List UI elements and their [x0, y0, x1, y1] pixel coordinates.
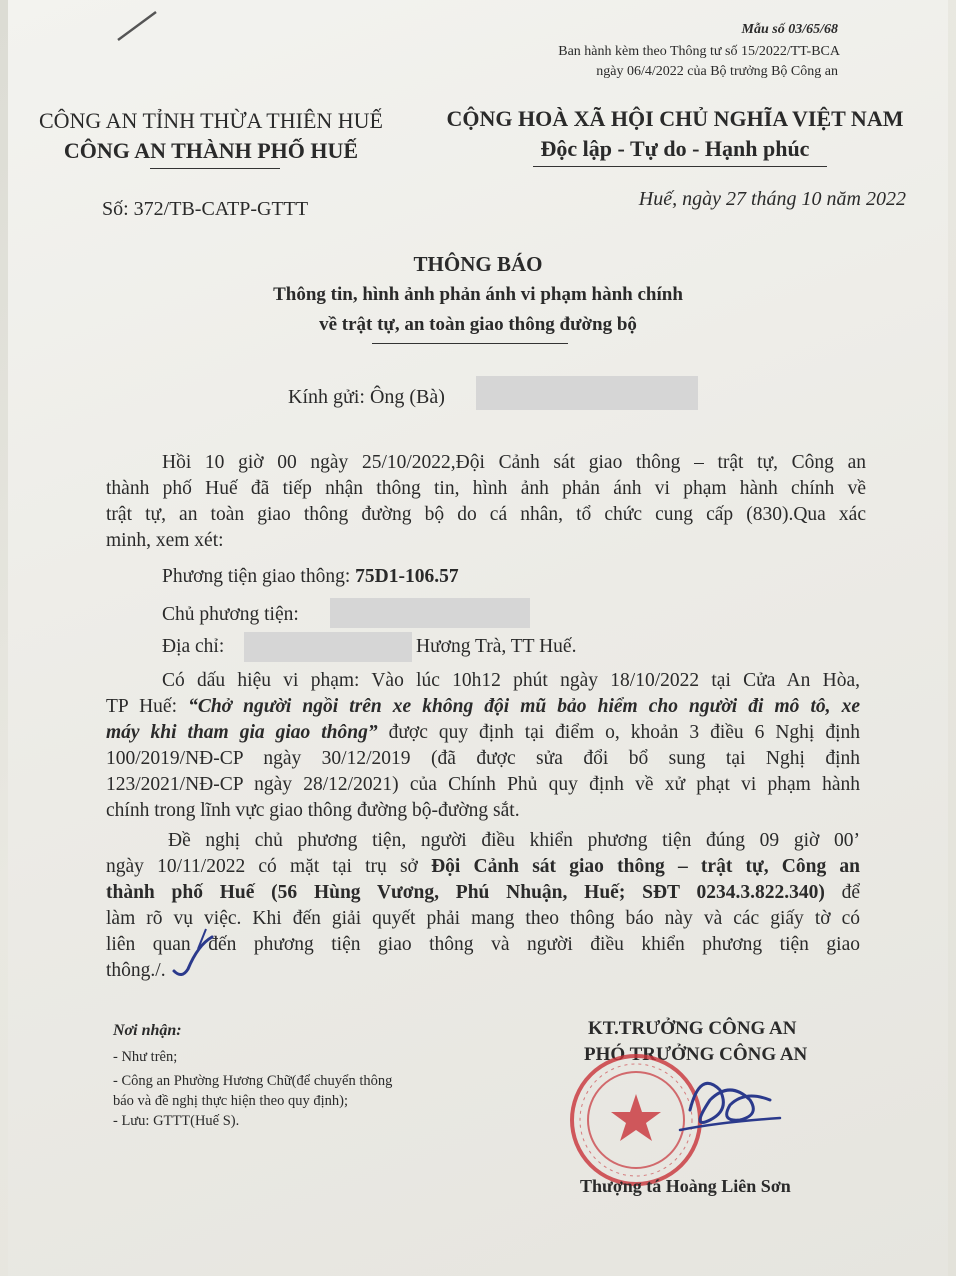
- subtitle-underline: [372, 343, 568, 344]
- signer-title-1: KT.TRƯỞNG CÔNG AN: [588, 1018, 797, 1039]
- recipient-item: báo và đề nghị thực hiện theo quy định);: [113, 1093, 348, 1109]
- recipient-item: - Lưu: GTTT(Huế S).: [113, 1113, 240, 1129]
- vehicle-row: [162, 566, 459, 588]
- request-line-4: làm rõ vụ việc. Khi đến giải quyết phải mang theo thông báo này và các giấy tờ có: [106, 908, 860, 929]
- violation-line-6: chính trong lĩnh vực giao thông đường bộ-đường sắt.: [106, 800, 520, 821]
- request-line-6: thông./.: [106, 960, 166, 981]
- form-issued-line2: ngày 06/4/2022 của Bộ trưởng Bộ Công an: [596, 64, 838, 79]
- request-line-2: [106, 854, 860, 880]
- violation-line-5: 123/2021/NĐ-CP ngày 28/12/2021) của Chính Phủ quy định về xử phạt vi phạm hành: [106, 774, 860, 795]
- violation-quote-1: “Chở người ngồi trên xe không đội mũ bảo hiểm cho người đi mô tô, xe: [188, 696, 860, 717]
- violation-line-4: 100/2019/NĐ-CP ngày 30/12/2019 (đã được sửa đổi bổ sung tại Nghị định: [106, 748, 860, 769]
- form-issued-line1: Ban hành kèm theo Thông tư số 15/2022/TT-BCA: [558, 44, 840, 59]
- request-date: ngày 10/11/2022 có mặt tại trụ sở: [106, 856, 432, 877]
- handwritten-check-mark: [168, 925, 228, 985]
- handwritten-signature: [660, 1060, 800, 1150]
- vehicle-label: Phương tiện giao thông:: [162, 566, 356, 587]
- request-unit: Đội Cảnh sát giao thông – trật tự, Công an: [431, 856, 860, 877]
- redacted-name: [476, 376, 698, 410]
- intro-line-2: thành phố Huế đã tiếp nhận thông tin, hình ảnh phản ánh vi phạm hành chính về: [106, 478, 866, 499]
- address-label: Địa chỉ:: [162, 636, 225, 657]
- violation-paragraph: [106, 668, 860, 824]
- nation-motto: Độc lập - Tự do - Hạnh phúc: [540, 136, 810, 161]
- agency-name: CÔNG AN THÀNH PHỐ HUẾ: [63, 138, 359, 163]
- owner-label: Chủ phương tiện:: [162, 604, 299, 625]
- recipients-heading: Nơi nhận:: [113, 1022, 182, 1039]
- document-subtitle-2: về trật tự, an toàn giao thông đường bộ: [319, 314, 637, 335]
- violation-line-3: [106, 720, 860, 746]
- motto-underline: [533, 166, 827, 167]
- redacted-address: [244, 632, 412, 662]
- intro-line-3: trật tự, an toàn giao thông đường bộ do cá nhân, tổ chức cung cấp (830).Qua xác: [106, 504, 866, 525]
- request-line-3: [106, 880, 860, 906]
- signer-title-2: PHÓ TRƯỞNG CÔNG AN: [584, 1044, 808, 1065]
- violation-line-2: [106, 694, 860, 720]
- intro-line-4: minh, xem xét:: [106, 530, 224, 551]
- request-purpose: để: [824, 882, 860, 903]
- request-line-1: Đề nghị chủ phương tiện, người điều khiển phương tiện đúng 09 giờ 00’: [168, 830, 860, 851]
- form-number: Mẫu số 03/65/68: [741, 22, 838, 37]
- signer-name: Thượng tá Hoàng Liên Sơn: [580, 1176, 791, 1196]
- redacted-owner: [330, 598, 530, 628]
- violation-line-1: Có dấu hiệu vi phạm: Vào lúc 10h12 phút ngày 18/10/2022 tại Cửa An Hòa,: [162, 670, 860, 691]
- document-title: THÔNG BÁO: [413, 252, 543, 276]
- agency-underline: [150, 168, 280, 169]
- request-line-5: liên quan đến phương tiện giao thông và người điều khiển phương tiện giao: [106, 934, 860, 955]
- document-number: Số: 372/TB-CATP-GTTT: [102, 198, 309, 220]
- intro-line-1: Hồi 10 giờ 00 ngày 25/10/2022,Đội Cảnh sát giao thông – trật tự, Công an: [162, 452, 866, 473]
- request-address: thành phố Huế (56 Hùng Vương, Phú Nhuận, Huế; SĐT 0234.3.822.340): [106, 882, 825, 903]
- vehicle-plate: 75D1-106.57: [355, 566, 459, 587]
- recipient-item: - Như trên;: [113, 1049, 178, 1065]
- agency-parent: CÔNG AN TỈNH THỪA THIÊN HUẾ: [38, 108, 383, 133]
- violation-quote-2: máy khi tham gia giao thông”: [106, 722, 378, 743]
- violation-place: TP Huế:: [106, 696, 189, 717]
- intro-paragraph: [106, 450, 866, 554]
- addressee-label: Kính gửi: Ông (Bà): [288, 386, 445, 408]
- address-value: Hương Trà, TT Huế.: [416, 636, 577, 657]
- recipient-item: - Công an Phường Hương Chữ(để chuyển thông: [113, 1073, 393, 1089]
- violation-rule: được quy định tại điểm o, khoản 3 điều 6 Nghị định: [377, 722, 860, 743]
- pen-mark: [112, 6, 162, 46]
- document-subtitle-1: Thông tin, hình ảnh phản ánh vi phạm hành chính: [273, 284, 683, 305]
- nation-name: CỘNG HOÀ XÃ HỘI CHỦ NGHĨA VIỆT NAM: [446, 106, 904, 131]
- place-date: Huế, ngày 27 tháng 10 năm 2022: [638, 188, 906, 210]
